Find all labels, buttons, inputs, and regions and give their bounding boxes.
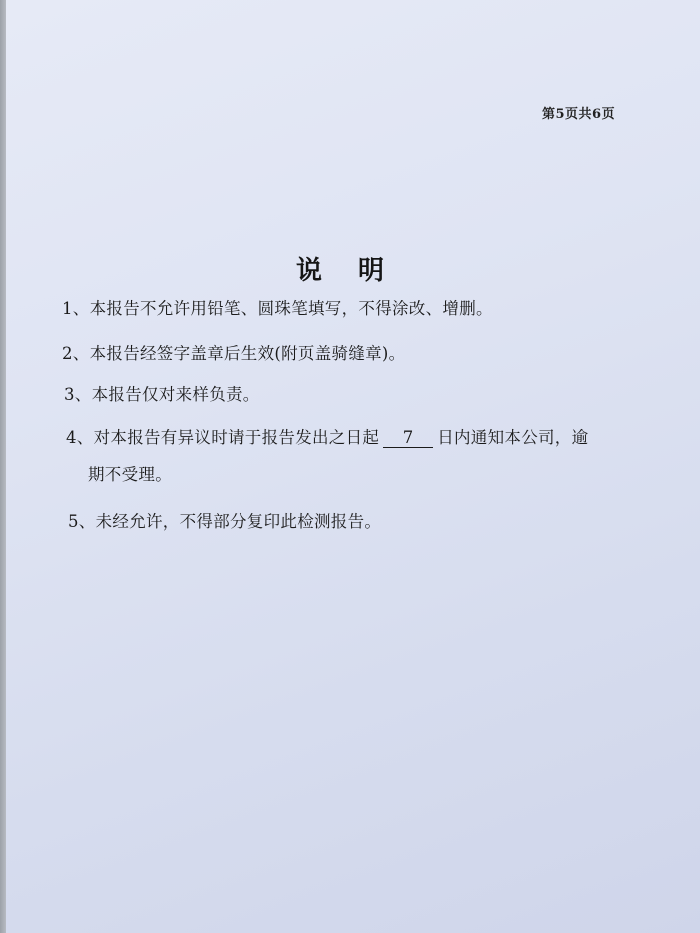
page-title: 说明 [296, 256, 421, 286]
notice-item-4-text-after: 日内通知本公司，逾 [437, 428, 589, 447]
page-number: 第5页共6页 [542, 107, 616, 122]
notice-item-4 [66, 424, 588, 448]
notice-item-4-text-before: 4、对本报告有异议时请于报告发出之日起 [66, 428, 380, 447]
notice-item-4-continuation: 期不受理。 [88, 465, 172, 484]
notice-item-2: 2、本报告经签字盖章后生效(附页盖骑缝章)。 [62, 344, 406, 363]
document-page [6, 0, 700, 933]
notice-days-value: 7 [383, 429, 433, 448]
notice-item-3: 3、本报告仅对来样负责。 [64, 385, 260, 404]
notice-item-1: 1、本报告不允许用铅笔、圆珠笔填写，不得涂改、增删。 [62, 299, 493, 318]
notice-item-5: 5、未经允许，不得部分复印此检测报告。 [68, 512, 382, 531]
